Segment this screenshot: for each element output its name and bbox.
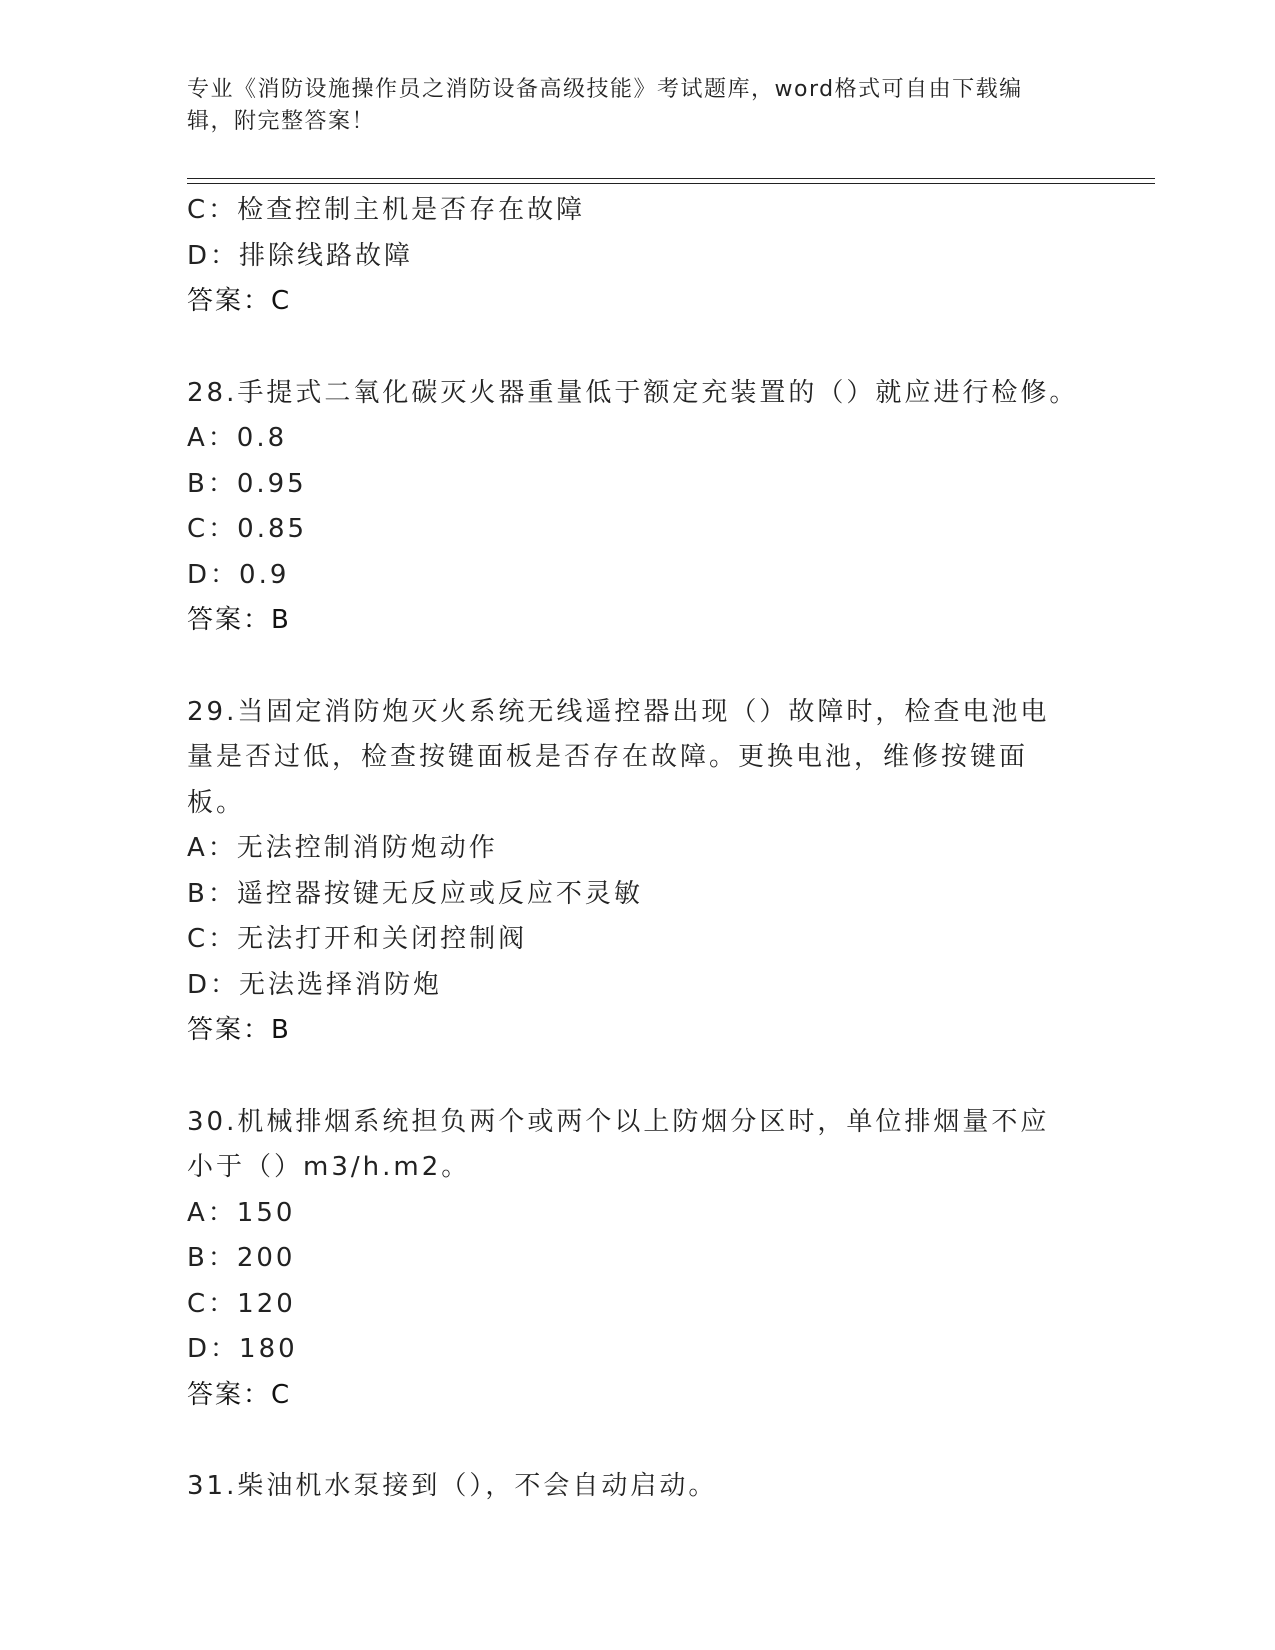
answer-line: 答案：B bbox=[187, 1015, 291, 1045]
header-divider-bottom bbox=[187, 183, 1155, 184]
question-30 bbox=[187, 1100, 1087, 1419]
option-item: D：180 bbox=[187, 1334, 298, 1364]
question-stem: 30.机械排烟系统担负两个或两个以上防烟分区时，单位排烟量不应小于（）m3/h.m2。 bbox=[187, 1106, 1050, 1182]
question-29 bbox=[187, 690, 1087, 1054]
document-header: 专业《消防设施操作员之消防设备高级技能》考试题库，word格式可自由下载编辑，附完整答案！ bbox=[187, 77, 1023, 134]
question-stem: 29.当固定消防炮灭火系统无线遥控器出现（）故障时，检查电池电量是否过低，检查按键面板是否存在故障。更换电池，维修按键面板。 bbox=[187, 696, 1050, 818]
option-item: A：无法控制消防炮动作 bbox=[187, 833, 498, 863]
option-item: D：无法选择消防炮 bbox=[187, 969, 443, 1000]
question-stem: 28.手提式二氧化碳灭火器重量低于额定充装置的（）就应进行检修。 bbox=[187, 377, 1079, 408]
option-item: A：150 bbox=[187, 1197, 296, 1228]
document-body bbox=[187, 188, 1087, 1510]
answer-line: 答案：C bbox=[187, 286, 292, 316]
header-divider-top bbox=[187, 178, 1155, 179]
option-item: C：120 bbox=[187, 1288, 296, 1319]
question-28 bbox=[187, 371, 1087, 644]
answer-line: 答案：C bbox=[187, 1379, 292, 1410]
option-item: B：200 bbox=[187, 1243, 296, 1273]
option-item: D：排除线路故障 bbox=[187, 240, 414, 271]
option-item: C：无法打开和关闭控制阀 bbox=[187, 924, 528, 954]
answer-line: 答案：B bbox=[187, 605, 291, 635]
continued-question bbox=[187, 188, 1087, 325]
question-stem: 31.柴油机水泵接到（），不会自动启动。 bbox=[187, 1471, 718, 1501]
option-item: B：0.95 bbox=[187, 468, 307, 499]
option-item: B：遥控器按键无反应或反应不灵敏 bbox=[187, 878, 643, 909]
option-item: A：0.8 bbox=[187, 423, 288, 453]
option-item: C：检查控制主机是否存在故障 bbox=[187, 195, 586, 225]
question-31 bbox=[187, 1464, 1087, 1510]
option-item: D：0.9 bbox=[187, 559, 290, 590]
option-item: C：0.85 bbox=[187, 514, 308, 544]
